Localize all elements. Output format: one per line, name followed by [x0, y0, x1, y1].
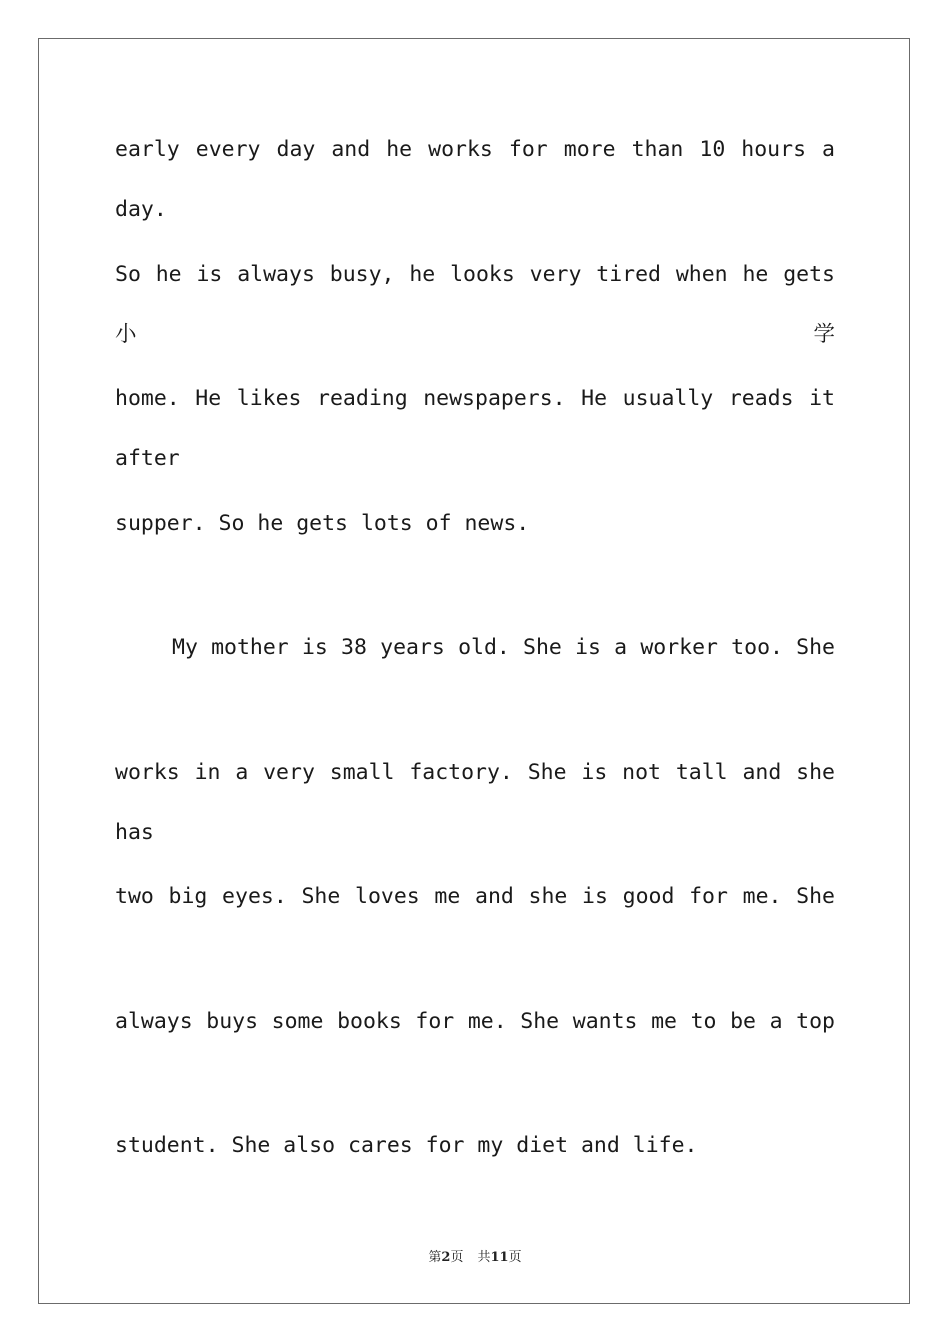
text-line-4: supper. So he gets lots of news.: [115, 510, 530, 536]
text-line-9: student. She also cares for my diet and life.: [115, 1133, 698, 1158]
text-line-6: works in a very small factory. She is not tall and she has: [115, 759, 835, 845]
text-line-2: So he is always busy, he looks very tired when he gets 小学: [115, 261, 835, 347]
text-line-8: always buys some books for me. She wants me to be a top: [115, 1008, 835, 1034]
text-line-5: My mother is 38 years old. She is a worker too. She: [172, 635, 835, 660]
document-body: [115, 120, 835, 1241]
text-line-7: two big eyes. She loves me and she is good for me. She: [115, 884, 835, 909]
footer-total-suffix: 页: [508, 1250, 522, 1265]
page-footer: [0, 1246, 950, 1265]
footer-total-number: 11: [490, 1250, 509, 1265]
footer-page-number: 2: [441, 1250, 451, 1265]
footer-page-prefix: 第: [428, 1250, 442, 1265]
text-line-3: home. He likes reading newspapers. He usually reads it after: [115, 386, 835, 471]
footer-total-prefix: 共: [477, 1250, 491, 1265]
footer-page-suffix: 页: [450, 1250, 464, 1265]
text-line-1: early every day and he works for more than 10 hours a day.: [115, 137, 835, 222]
